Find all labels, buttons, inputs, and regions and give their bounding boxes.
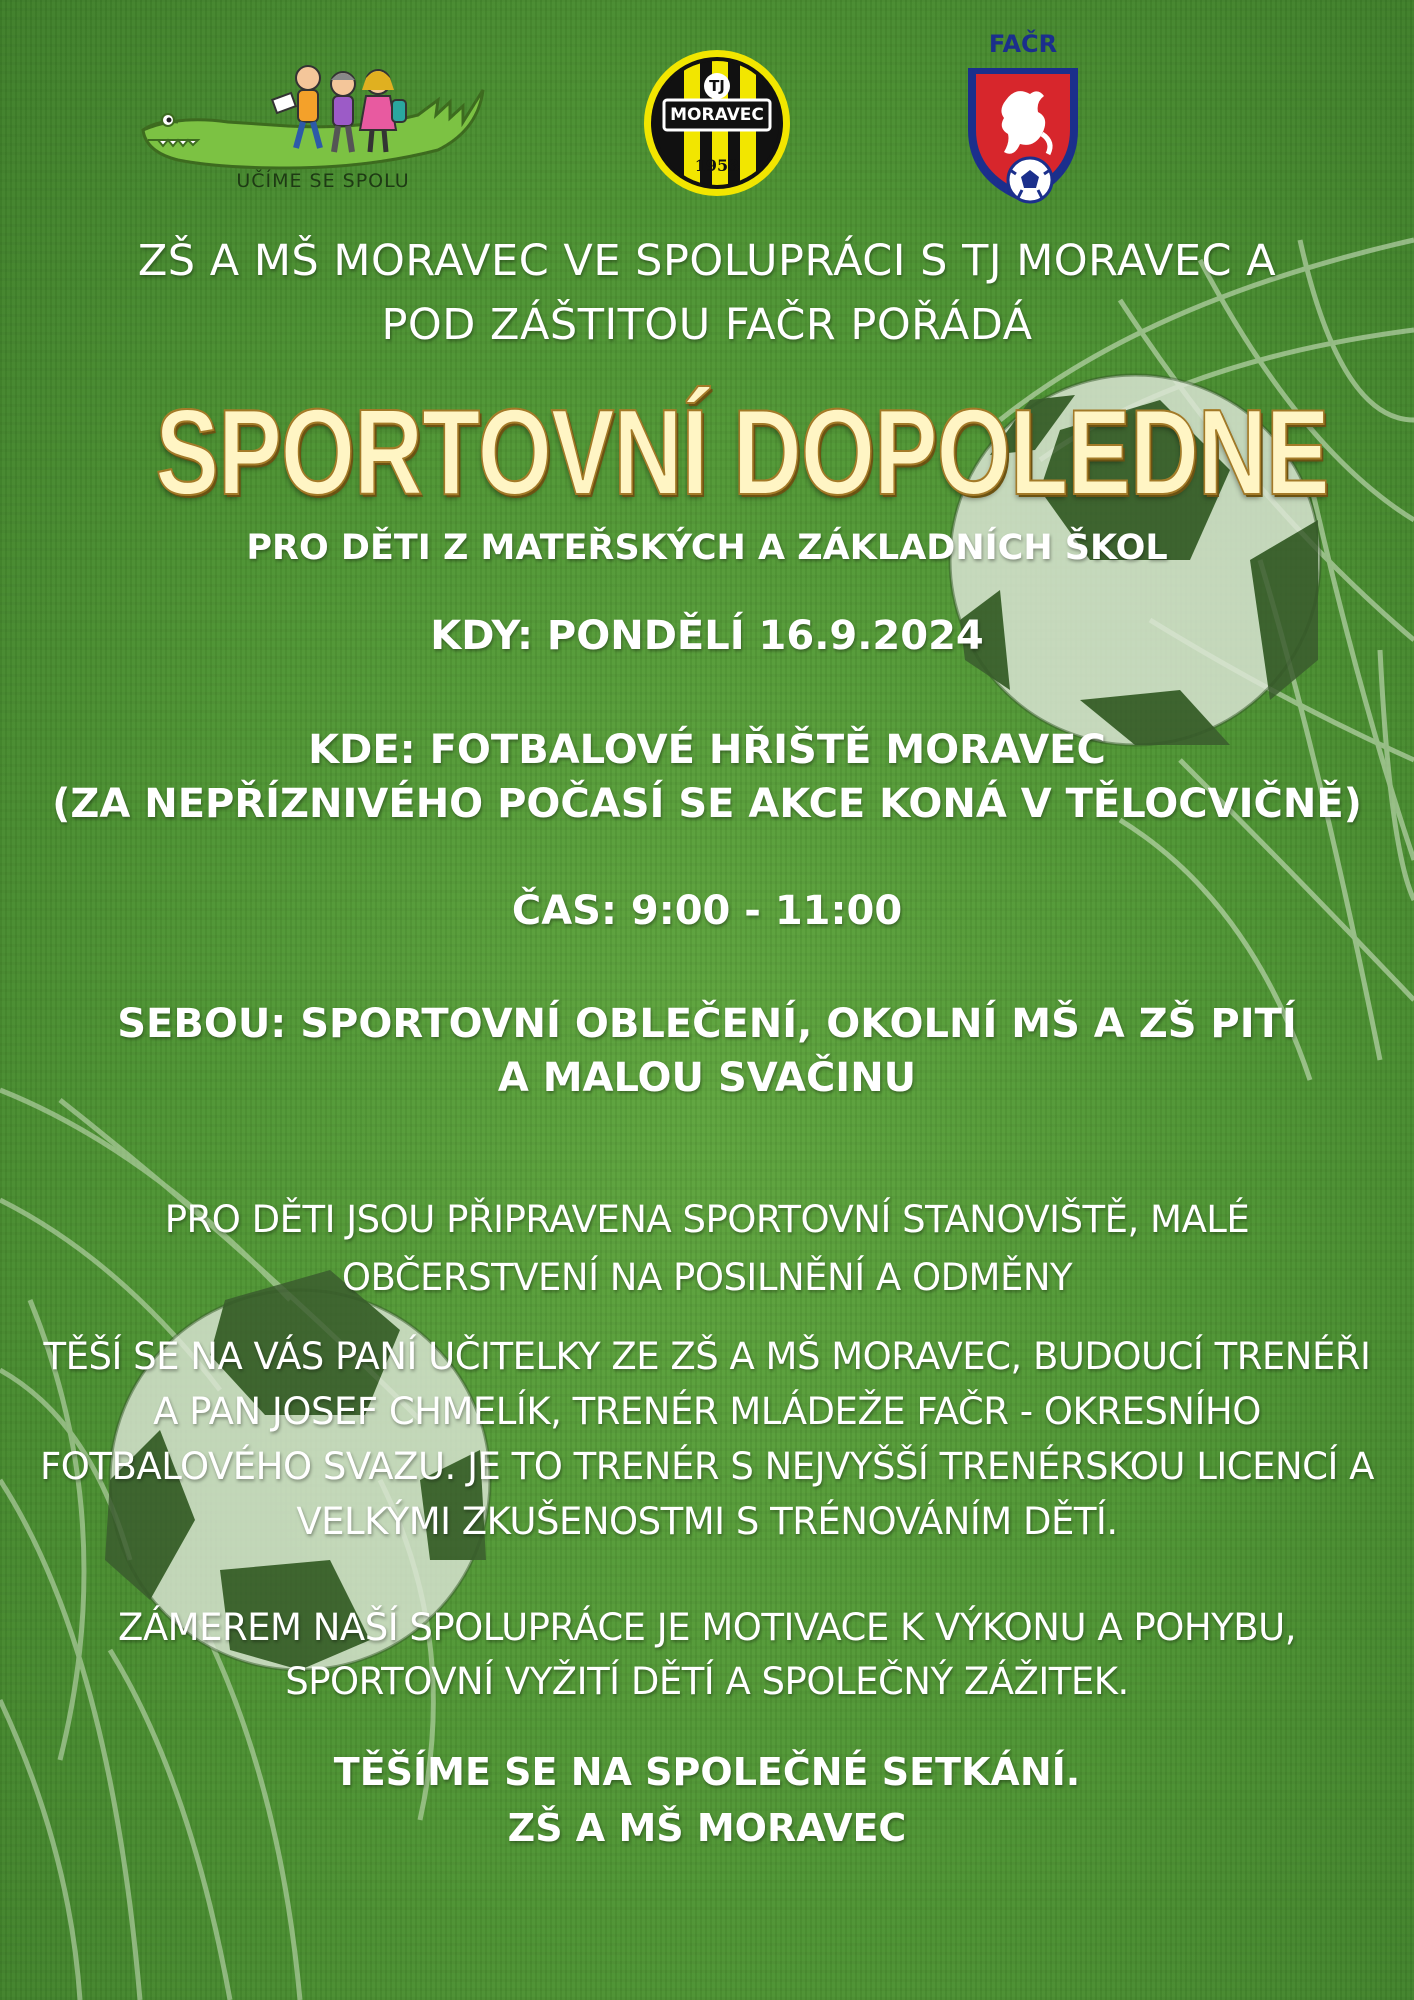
teachers-line-2: A PAN JOSEF CHMELÍK, TRENÉR MLÁDEŽE FAČR - OKRESNÍHO [153, 1390, 1261, 1433]
closing-line-2: ZŠ A MŠ MORAVEC [507, 1806, 907, 1850]
bring-line-1: SEBOU: SPORTOVNÍ OBLEČENÍ, OKOLNÍ MŠ A ZŠ PITÍ [117, 1001, 1297, 1047]
tj-club-name: MORAVEC [670, 105, 764, 125]
prepared-line-2: OBČERSTVENÍ NA POSILNĚNÍ A ODMĚNY [341, 1256, 1073, 1299]
intro-line-2: POD ZÁŠTITOU FAČR POŘÁDÁ [381, 300, 1033, 350]
tj-founding-year: 1953 [694, 156, 740, 175]
event-time: ČAS: 9:00 - 11:00 [511, 888, 903, 934]
tj-moravec-logo [642, 48, 792, 198]
event-date: KDY: PONDĚLÍ 16.9.2024 [430, 613, 984, 659]
teachers-line-3: FOTBALOVÉHO SVAZU. JE TO TRENÉR S NEJVYŠŠÍ TRENÉRSKOU LICENCÍ A [40, 1445, 1374, 1488]
aim-line-2: SPORTOVNÍ VYŽITÍ DĚTÍ A SPOLEČNÝ ZÁŽITEK. [285, 1660, 1129, 1703]
facr-label: FAČR [988, 30, 1058, 58]
teachers-line-1: TĚŠÍ SE NA VÁS PANÍ UČITELKY ZE ZŠ A MŠ MORAVEC, BUDOUCÍ TRENÉŘI [43, 1335, 1371, 1378]
tj-top-text: TJ [709, 77, 725, 95]
intro-line-1: ZŠ A MŠ MORAVEC VE SPOLUPRÁCI S TJ MORAVEC A [137, 236, 1277, 286]
subtitle: PRO DĚTI Z MATEŘSKÝCH A ZÁKLADNÍCH ŠKOL [246, 528, 1168, 568]
event-location: KDE: FOTBALOVÉ HŘIŠTĚ MORAVEC [308, 727, 1106, 773]
page-title: SPORTOVNÍ DOPOLEDNE [155, 384, 1329, 520]
aim-line-1: ZÁMEREM NAŠÍ SPOLUPRÁCE JE MOTIVACE K VÝKONU A POHYBU, [118, 1606, 1296, 1649]
ucime-caption: UČÍME SE SPOLU [236, 170, 410, 192]
closing-line-1: TĚŠÍME SE NA SPOLEČNÉ SETKÁNÍ. [333, 1750, 1081, 1794]
facr-logo [958, 30, 1088, 210]
event-location-note: (ZA NEPŘÍZNIVÉHO POČASÍ SE AKCE KONÁ V TĚLOCVIČNĚ) [52, 781, 1362, 827]
prepared-line-1: PRO DĚTI JSOU PŘIPRAVENA SPORTOVNÍ STANOVIŠTĚ, MALÉ [164, 1198, 1250, 1241]
bring-line-2: A MALOU SVAČINU [497, 1055, 917, 1101]
ucime-se-spolu-logo [138, 60, 493, 210]
teachers-line-4: VELKÝMI ZKUŠENOSTMI S TRÉNOVÁNÍM DĚTÍ. [296, 1500, 1118, 1543]
